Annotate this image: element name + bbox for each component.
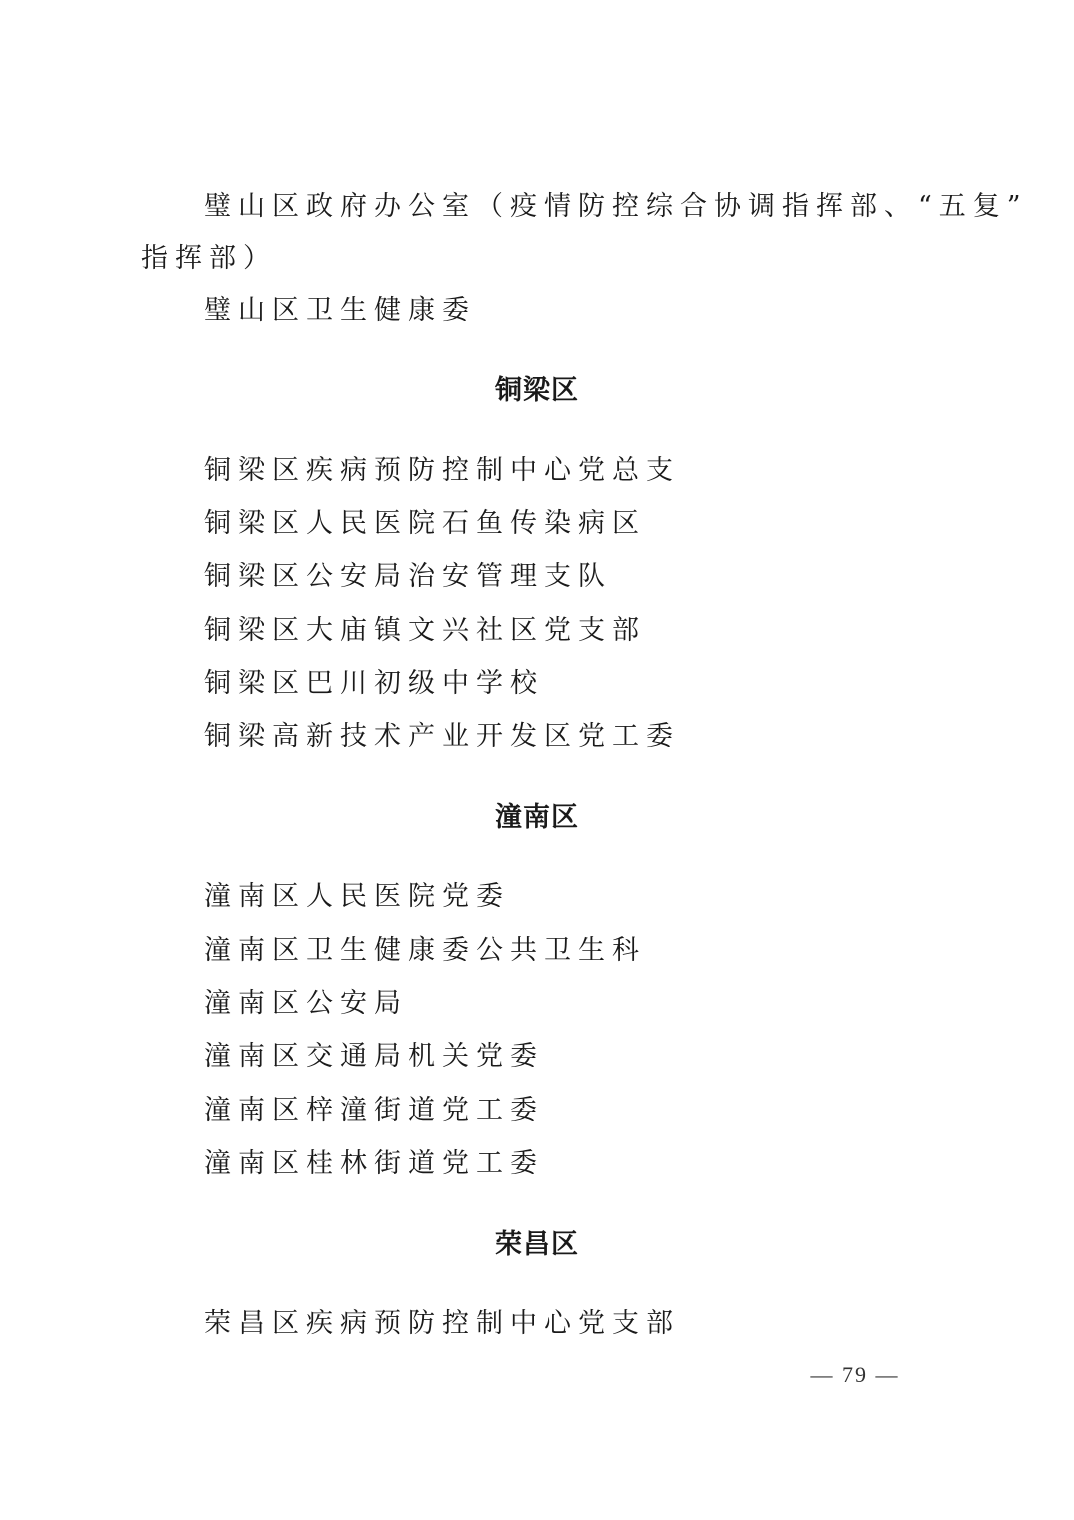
list-item: 璧山区政府办公室（疫情防控综合协调指挥部、“五复” — [204, 191, 1028, 222]
list-item: 潼南区人民医院党委 — [204, 881, 510, 912]
list-item: 潼南区卫生健康委公共卫生科 — [204, 935, 646, 966]
list-item-continuation: 指挥部） — [141, 243, 277, 274]
list-item: 铜梁区疾病预防控制中心党总支 — [204, 455, 680, 486]
section-heading-tongnan: 潼南区 — [495, 802, 579, 833]
page-number: — 79 — — [810, 1362, 900, 1387]
list-item: 铜梁高新技术产业开发区党工委 — [204, 721, 680, 752]
list-item: 潼南区桂林街道党工委 — [204, 1148, 544, 1179]
section-heading-rongchang: 荣昌区 — [495, 1229, 579, 1260]
list-item: 璧山区卫生健康委 — [204, 295, 476, 326]
list-item: 潼南区公安局 — [204, 988, 408, 1019]
list-item: 铜梁区大庙镇文兴社区党支部 — [204, 615, 646, 646]
list-item: 潼南区交通局机关党委 — [204, 1041, 544, 1072]
section-heading-tongliang: 铜梁区 — [495, 375, 579, 406]
list-item: 荣昌区疾病预防控制中心党支部 — [204, 1308, 680, 1339]
list-item: 铜梁区人民医院石鱼传染病区 — [204, 508, 646, 539]
list-item: 铜梁区公安局治安管理支队 — [204, 561, 612, 592]
list-item: 铜梁区巴川初级中学校 — [204, 668, 544, 699]
list-item: 潼南区梓潼街道党工委 — [204, 1095, 544, 1126]
